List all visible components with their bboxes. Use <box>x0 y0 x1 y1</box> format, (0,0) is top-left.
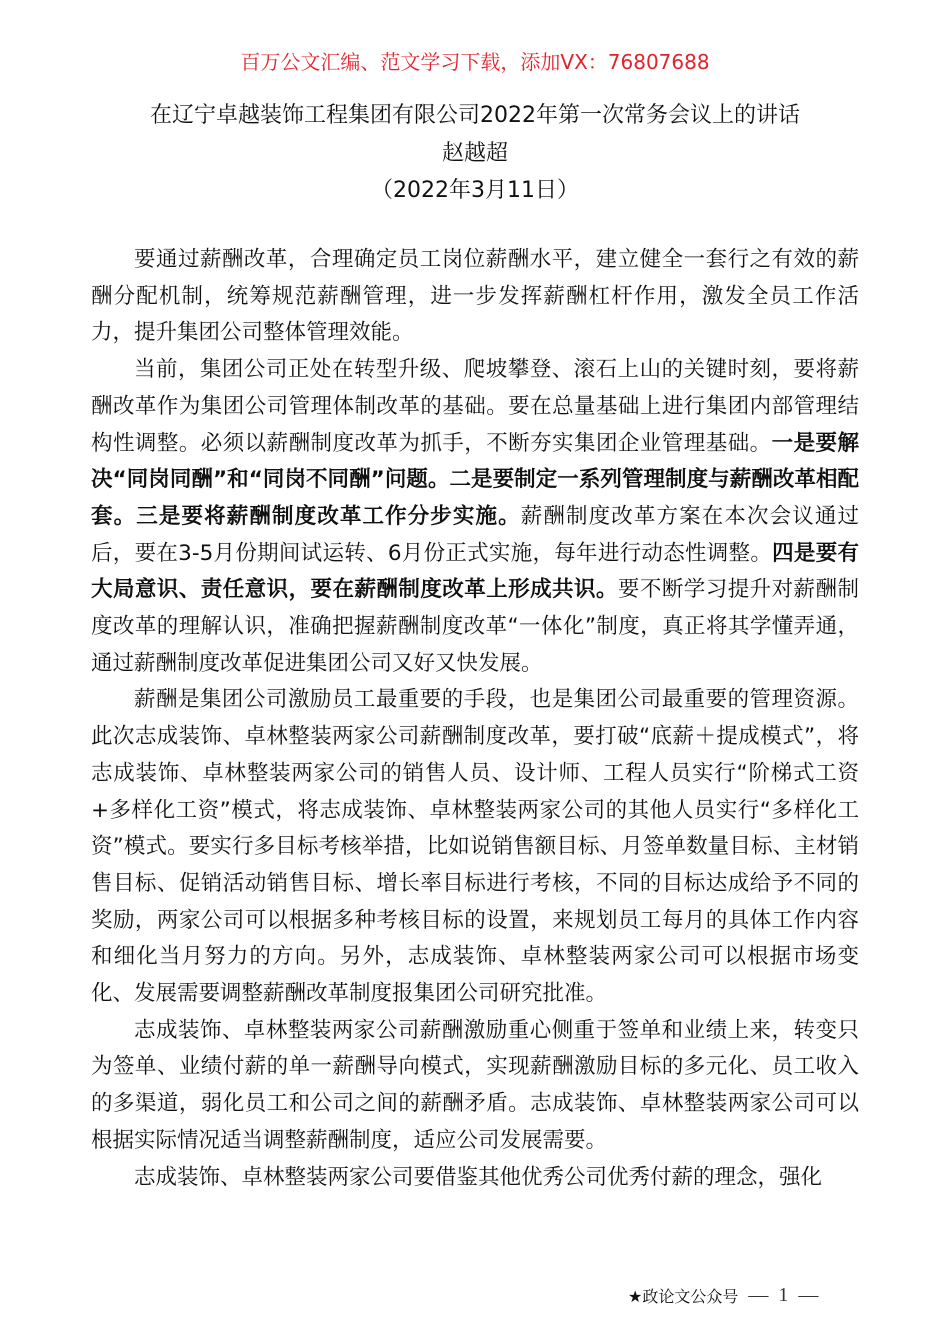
paragraph <box>91 682 859 1012</box>
download-banner: 百万公文汇编、范文学习下载，添加VX：76807688 <box>240 50 710 74</box>
bold-text-segment: 四是要有大局意识、责任意识，要在薪酬制度改革上形成共识。 <box>91 540 859 603</box>
document-body <box>91 242 859 1196</box>
author-name: 赵越超 <box>441 141 508 166</box>
text-segment: 薪酬制度改革方案在本次会议通过后，要在3-5月份期间试运转、6月份正式实施，每年进行动态性调整。 <box>91 503 859 566</box>
paragraph <box>91 1160 859 1197</box>
paragraph <box>91 352 859 682</box>
dash-right: — <box>798 1284 819 1306</box>
paragraph <box>91 242 859 352</box>
page-number: 1 <box>778 1284 789 1306</box>
text-segment: 志成装饰、卓林整装两家公司薪酬激励重心侧重于签单和业绩上来，转变只为签单、业绩付薪的单一薪酬导向模式，实现薪酬激励目标的多元化、员工收入的多渠道，弱化员工和公司之间的薪酬矛盾。志成装饰、卓林整装两家公司可以根据实际情况适当调整薪酬制度，适应公司发展需要。 <box>91 1017 859 1153</box>
paragraph <box>91 1013 859 1160</box>
text-segment: 要不断学习提升对薪酬制度改革的理解认识，准确把握薪酬制度改革“一体化”制度，真正将其学懂弄通，通过薪酬制度改革促进集团公司又好又快发展。 <box>91 577 859 676</box>
speech-date: （2022年3月11日） <box>371 178 579 203</box>
footer-source: ★政论文公众号 <box>628 1287 739 1306</box>
document-title: 在辽宁卓越装饰工程集团有限公司2022年第一次常务会议上的讲话 <box>150 103 800 128</box>
dash-left: — <box>748 1284 769 1306</box>
page-footer <box>628 1284 818 1307</box>
text-segment: 当前，集团公司正处在转型升级、爬坡攀登、滚石上山的关键时刻，要将薪酬改革作为集团公司管理体制改革的基础。要在总量基础上进行集团内部管理结构性调整。必须以薪酬制度改革为抓手，不断夯实集团企业管理基础。 <box>91 357 859 456</box>
text-segment: 薪酬是集团公司激励员工最重要的手段，也是集团公司最重要的管理资源。此次志成装饰、卓林整装两家公司薪酬制度改革，要打破“底薪＋提成模式”，将志成装饰、卓林整装两家公司的销售人员、设计师、工程人员实行“阶梯式工资+多样化工资”模式，将志成装饰、卓林整装两家公司的其他人员实行“多样化工资”模式。要实行多目标考核举措，比如说销售额目标、月签单数量目标、主材销售目标、促销活动销售目标、增长率目标进行考核，不同的目标达成给予不同的奖励，两家公司可以根据多种考核目标的设置，来规划员工每月的具体工作内容和细化当月努力的方向。另外，志成装饰、卓林整装两家公司可以根据市场变化、发展需要调整薪酬改革制度报集团公司研究批准。 <box>91 687 859 1007</box>
text-segment: 志成装饰、卓林整装两家公司要借鉴其他优秀公司优秀付薪的理念，强化 <box>134 1164 823 1190</box>
text-segment: 要通过薪酬改革，合理确定员工岗位薪酬水平，建立健全一套行之有效的薪酬分配机制，统筹规范薪酬管理，进一步发挥薪酬杠杆作用，激发全员工作活力，提升集团公司整体管理效能。 <box>91 247 859 346</box>
bold-text-segment: 一是要解决“同岗同酬”和“同岗不同酬”问题。二是要制定一系列管理制度与薪酬改革相配套。三是要将薪酬制度改革工作分步实施。 <box>91 430 859 529</box>
